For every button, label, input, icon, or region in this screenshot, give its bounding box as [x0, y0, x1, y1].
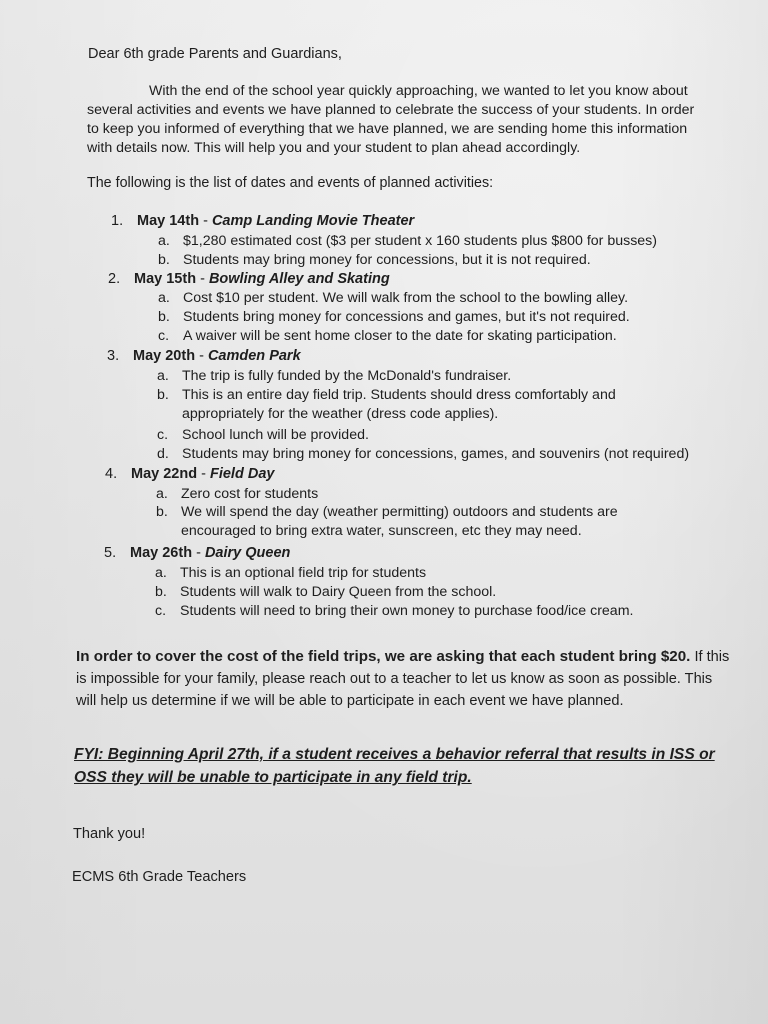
cost-request: In order to cover the cost of the field trips, we are asking that each student bring $20. — [76, 648, 691, 665]
event-number: 3. — [107, 348, 120, 364]
fyi-notice: FYI: Beginning April 27th, if a student receives a behavior referral that results in ISS or OSS they will be unable to participate in any field trip. — [74, 746, 715, 786]
detail-text: Cost $10 per student. We will walk from the school to the bowling alley. — [183, 290, 629, 306]
event-number: 4. — [105, 466, 118, 482]
event-title — [111, 213, 414, 229]
detail-text: $1,280 estimated cost ($3 per student x 160 students plus $800 for busses) — [183, 233, 657, 249]
detail-text-continued: appropriately for the weather (dress code applies). — [182, 406, 499, 422]
detail-letter: b. — [158, 252, 170, 268]
event-detail — [158, 251, 591, 270]
detail-text: Students will walk to Dairy Queen from the school. — [180, 584, 497, 600]
event-date: May 26th — [130, 545, 193, 561]
letter-greeting: Dear 6th grade Parents and Guardians, — [88, 46, 342, 62]
event-place: Dairy Queen — [204, 545, 291, 561]
event-dash: - — [199, 213, 212, 229]
event-detail — [157, 386, 616, 424]
event-detail — [155, 602, 633, 621]
event-dash: - — [196, 271, 209, 287]
detail-text: Zero cost for students — [181, 486, 319, 502]
detail-letter: b. — [155, 584, 167, 600]
detail-letter: b. — [158, 309, 170, 325]
event-dash: - — [195, 348, 208, 364]
event-detail — [156, 485, 318, 504]
detail-text: Students may bring money for concessions, games, and souvenirs (not required) — [182, 446, 690, 462]
detail-letter: c. — [157, 427, 169, 443]
detail-letter: d. — [157, 446, 169, 462]
signature: ECMS 6th Grade Teachers — [72, 869, 247, 885]
detail-text: We will spend the day (weather permitting) outdoors and students are — [181, 504, 618, 520]
event-detail — [155, 564, 426, 583]
detail-letter: a. — [155, 565, 167, 581]
event-detail — [158, 308, 630, 327]
closing-thanks: Thank you! — [73, 826, 146, 842]
event-detail — [157, 426, 369, 445]
detail-text: This is an entire day field trip. Students should dress comfortably and — [182, 387, 616, 403]
event-detail — [156, 503, 618, 541]
event-date: May 22nd — [131, 466, 198, 482]
detail-text: A waiver will be sent home closer to the date for skating participation. — [183, 328, 617, 344]
event-detail — [157, 445, 689, 464]
detail-text: Students may bring money for concessions, but it is not required. — [183, 252, 591, 268]
detail-letter: b. — [156, 504, 168, 520]
event-detail — [158, 289, 628, 308]
event-date: May 20th — [133, 348, 196, 364]
detail-letter: a. — [158, 233, 170, 249]
detail-letter: b. — [157, 387, 169, 403]
event-place: Camden Park — [207, 348, 301, 364]
event-detail — [158, 232, 657, 251]
event-dash: - — [192, 545, 205, 561]
event-place: Camp Landing Movie Theater — [211, 213, 415, 229]
event-title — [105, 466, 274, 482]
detail-letter: c. — [158, 328, 170, 344]
cost-paragraph — [76, 646, 736, 712]
detail-text: The trip is fully funded by the McDonald's fundraiser. — [182, 368, 512, 384]
event-dash: - — [197, 466, 210, 482]
detail-letter: a. — [156, 486, 168, 502]
event-detail — [158, 327, 617, 346]
event-detail — [157, 367, 511, 386]
detail-text: School lunch will be provided. — [182, 427, 369, 443]
event-place: Field Day — [209, 466, 275, 482]
list-intro: The following is the list of dates and events of planned activities: — [87, 175, 494, 191]
intro-paragraph: With the end of the school year quickly approaching, we wanted to let you know about several activities and events we have planned to celebrate the success of your students. In order to keep you informed of everything that we have planned, we are sending home this information with details now. This will help you and your student to plan ahead accordingly. — [87, 83, 695, 156]
event-detail — [155, 583, 496, 602]
detail-text-continued: encouraged to bring extra water, sunscreen, etc they may need. — [181, 523, 582, 539]
event-number: 1. — [111, 213, 124, 229]
detail-letter: a. — [158, 290, 170, 306]
event-title — [104, 545, 290, 561]
event-title — [107, 348, 301, 364]
event-title — [108, 271, 390, 287]
cost-details: If this is impossible for your family, please reach out to a teacher to let us know as soon as possible. This will help us determine if we will be able to participate in each event we have planned. — [76, 649, 730, 709]
detail-letter: c. — [155, 603, 167, 619]
event-place: Bowling Alley and Skating — [208, 271, 390, 287]
detail-text: Students bring money for concessions and games, but it's not required. — [183, 309, 630, 325]
event-date: May 15th — [134, 271, 197, 287]
detail-text: Students will need to bring their own money to purchase food/ice cream. — [180, 603, 634, 619]
detail-text: This is an optional field trip for students — [180, 565, 427, 581]
event-number: 5. — [104, 545, 117, 561]
event-number: 2. — [108, 271, 121, 287]
detail-letter: a. — [157, 368, 169, 384]
event-date: May 14th — [137, 213, 200, 229]
